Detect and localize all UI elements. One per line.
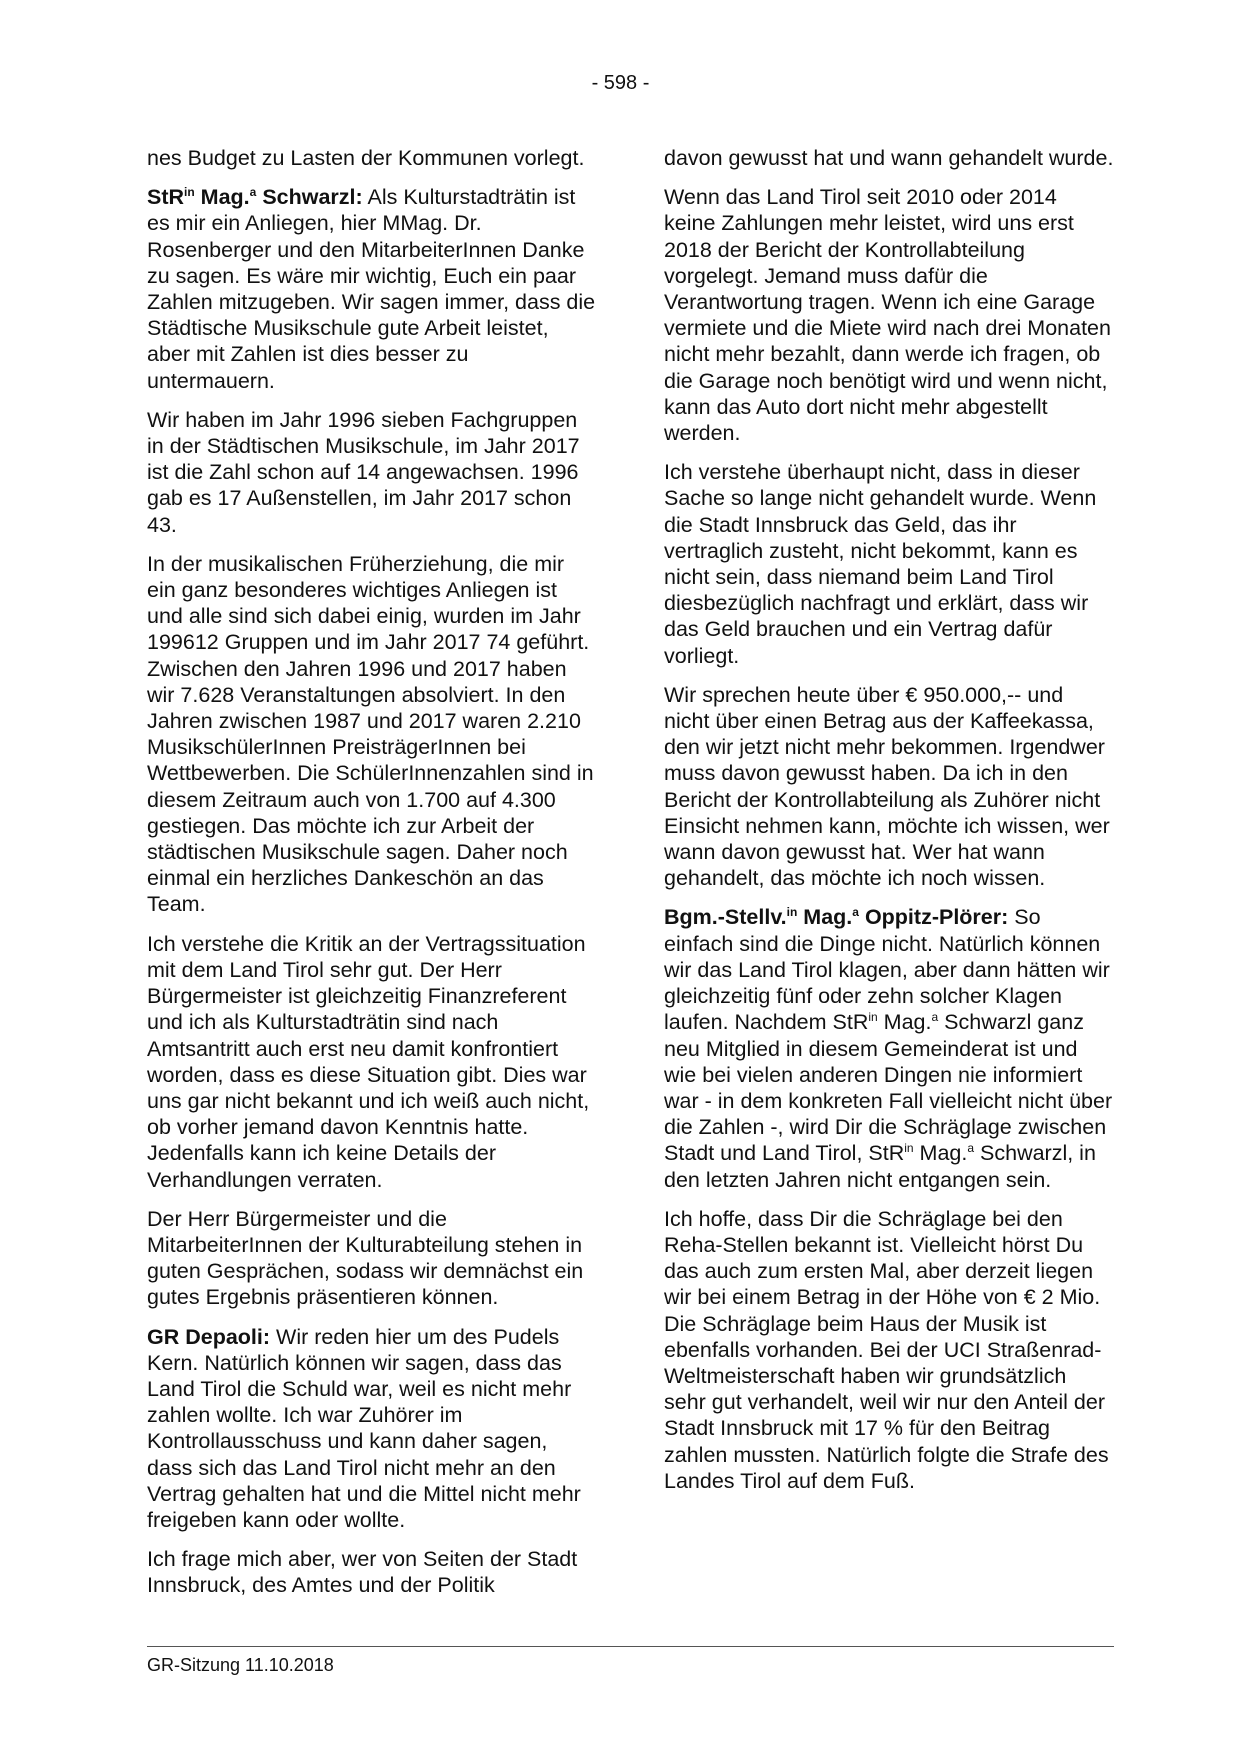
paragraph: Ich verstehe die Kritik an der Vertragssituation mit dem Land Tirol sehr gut. Der Herr Bürgermeister ist gleichzeitig Finanzreferent und ich als Kulturstadträtin sind nach Amtsantritt auch erst neu damit konfrontiert worden, dass es diese Situation gibt. Dies war uns gar nicht bekannt und ich weiß auch nicht, ob vorher jemand davon Kenntnis hatte. Jedenfalls kann ich keine Details der Verhandlungen verraten. bbox=[147, 931, 590, 1192]
page-number: - 598 - bbox=[591, 72, 650, 94]
paragraph: Wir haben im Jahr 1996 sieben Fachgruppen in der Städtischen Musikschule, im Jahr 2017 ist die Zahl schon auf 14 angewachsen. 1996 gab es 17 Außenstellen, im Jahr 2017 schon 43. bbox=[147, 407, 580, 537]
paragraph: davon gewusst hat und wann gehandelt wurde. bbox=[664, 146, 1114, 170]
footer-divider bbox=[147, 1646, 1114, 1647]
paragraph: Ich frage mich aber, wer von Seiten der Stadt Innsbruck, des Amtes und der Politik bbox=[147, 1547, 578, 1598]
speech-depaoli: GR Depaoli: Wir reden hier um des Pudels Kern. Natürlich können wir sagen, dass das Land Tirol die Schuld war, weil es nicht mehr zahlen wollte. Ich war Zuhörer im Kontrollausschuss und kann daher sagen, dass sich das Land Tirol nicht mehr an den Vertrag gehalten hat und die Mittel nicht mehr freigeben kann oder wollte. bbox=[147, 1324, 581, 1532]
speaker-name: GR Depaoli: bbox=[147, 1324, 271, 1349]
paragraph: nes Budget zu Lasten der Kommunen vorlegt. bbox=[147, 146, 585, 170]
right-column bbox=[664, 145, 1114, 1507]
footer-text: GR-Sitzung 11.10.2018 bbox=[147, 1655, 334, 1675]
paragraph: Ich verstehe überhaupt nicht, dass in dieser Sache so lange nicht gehandelt wurde. Wenn die Stadt Innsbruck das Geld, das ihr vertraglich zusteht, nicht bekommt, kann es nicht sein, dass niemand beim Land Tirol diesbezüglich nachfragt und erklärt, dass wir das Geld brauchen und ein Vertrag dafür vorliegt. bbox=[664, 460, 1097, 668]
speech-schwarzl: StR$^{in}$ Mag.$^a$ Schwarzl: Als Kulturstadträtin ist es mir ein Anliegen, hier MMag. Dr. Rosenberger und den MitarbeiterInnen Danke zu sagen. Es wäre mir wichtig, Euch ein paar Zahlen mitzugeben. Wir sagen immer, dass die Städtische Musikschule gute Arbeit leistet, aber mit Zahlen ist dies besser zu untermauern. bbox=[147, 185, 596, 393]
paragraph: Wir sprechen heute über € 950.000,-- und nicht über einen Betrag aus der Kaffeekassa, den wir jetzt nicht mehr bekommen. Irgendwer muss davon gewusst haben. Da ich in den Bericht der Kontrollabteilung als Zuhörer nicht Einsicht nehmen kann, möchte ich wissen, wer wann davon gewusst hat. Wer hat wann gehandelt, das möchte ich noch wissen. bbox=[664, 682, 1110, 891]
paragraph: Ich hoffe, dass Dir die Schräglage bei den Reha-Stellen bekannt ist. Vielleicht hörst Du das auch zum ersten Mal, aber derzeit liegen wir bei einem Betrag in der Höhe von € 2 Mio. Die Schräglage beim Haus der Musik ist ebenfalls vorhanden. Bei der UCI Straßenrad-Weltmeisterschaft haben wir grundsätzlich sehr gut verhandelt, weil wir nur den Anteil der Stadt Innsbruck mit 17 % für den Beitrag zahlen mussten. Natürlich folgte die Strafe des Landes Tirol auf dem Fuß. bbox=[664, 1206, 1109, 1493]
speaker-name: StR$^{in}$ Mag.$^a$ Schwarzl: bbox=[147, 185, 363, 210]
speaker-name: Bgm.-Stellv.$^{in}$ Mag.$^a$ Oppitz-Plörer: bbox=[664, 905, 1009, 930]
paragraph: Der Herr Bürgermeister und die MitarbeiterInnen der Kulturabteilung stehen in guten Gesprächen, sodass wir demnächst ein gutes Ergebnis präsentieren können. bbox=[147, 1206, 584, 1310]
speech-oppitz-ploerer: Bgm.-Stellv.$^{in}$ Mag.$^a$ Oppitz-Plörer: So einfach sind die Dinge nicht. Natürlich können wir das Land Tirol klagen, aber dann hätten wir gleichzeitig fünf oder zehn solcher Klagen laufen. Nachdem StR$^{in}$ Mag.$^a$ Schwarzl ganz neu Mitglied in diesem Gemeinderat ist und wie bei vielen anderen Dingen nie informiert war - in dem konkreten Fall vielleicht nicht über die Zahlen -, wird Dir die Schräglage zwischen Stadt und Land Tirol, StR$^{in}$ Mag.$^a$ Schwarzl, in den letzten Jahren nicht entgangen sein. bbox=[664, 905, 1113, 1192]
left-column bbox=[147, 145, 597, 1612]
paragraph: In der musikalischen Früherziehung, die mir ein ganz besonderes wichtiges Anliegen ist und alle sind sich dabei einig, wurden im Jahr 199612 Gruppen und im Jahr 2017 74 geführt. Zwischen den Jahren 1996 und 2017 haben wir 7.628 Veranstaltungen absolviert. In den Jahren zwischen 1987 und 2017 waren 2.210 MusikschülerInnen PreisträgerInnen bei Wettbewerben. Die SchülerInnenzahlen sind in diesem Zeitraum auch von 1.700 auf 4.300 gestiegen. Das möchte ich zur Arbeit der städtischen Musikschule sagen. Daher noch einmal ein herzliches Dankeschön an das Team. bbox=[147, 551, 594, 917]
paragraph: Wenn das Land Tirol seit 2010 oder 2014 keine Zahlungen mehr leistet, wird uns erst 2018 der Bericht der Kontrollabteilung vorgelegt. Jemand muss dafür die Verantwortung tragen. Wenn ich eine Garage vermiete und die Miete wird nach drei Monaten nicht mehr bezahlt, dann werde ich fragen, ob die Garage noch benötigt wird und wenn nicht, kann das Auto dort nicht mehr abgestellt werden. bbox=[664, 185, 1111, 446]
